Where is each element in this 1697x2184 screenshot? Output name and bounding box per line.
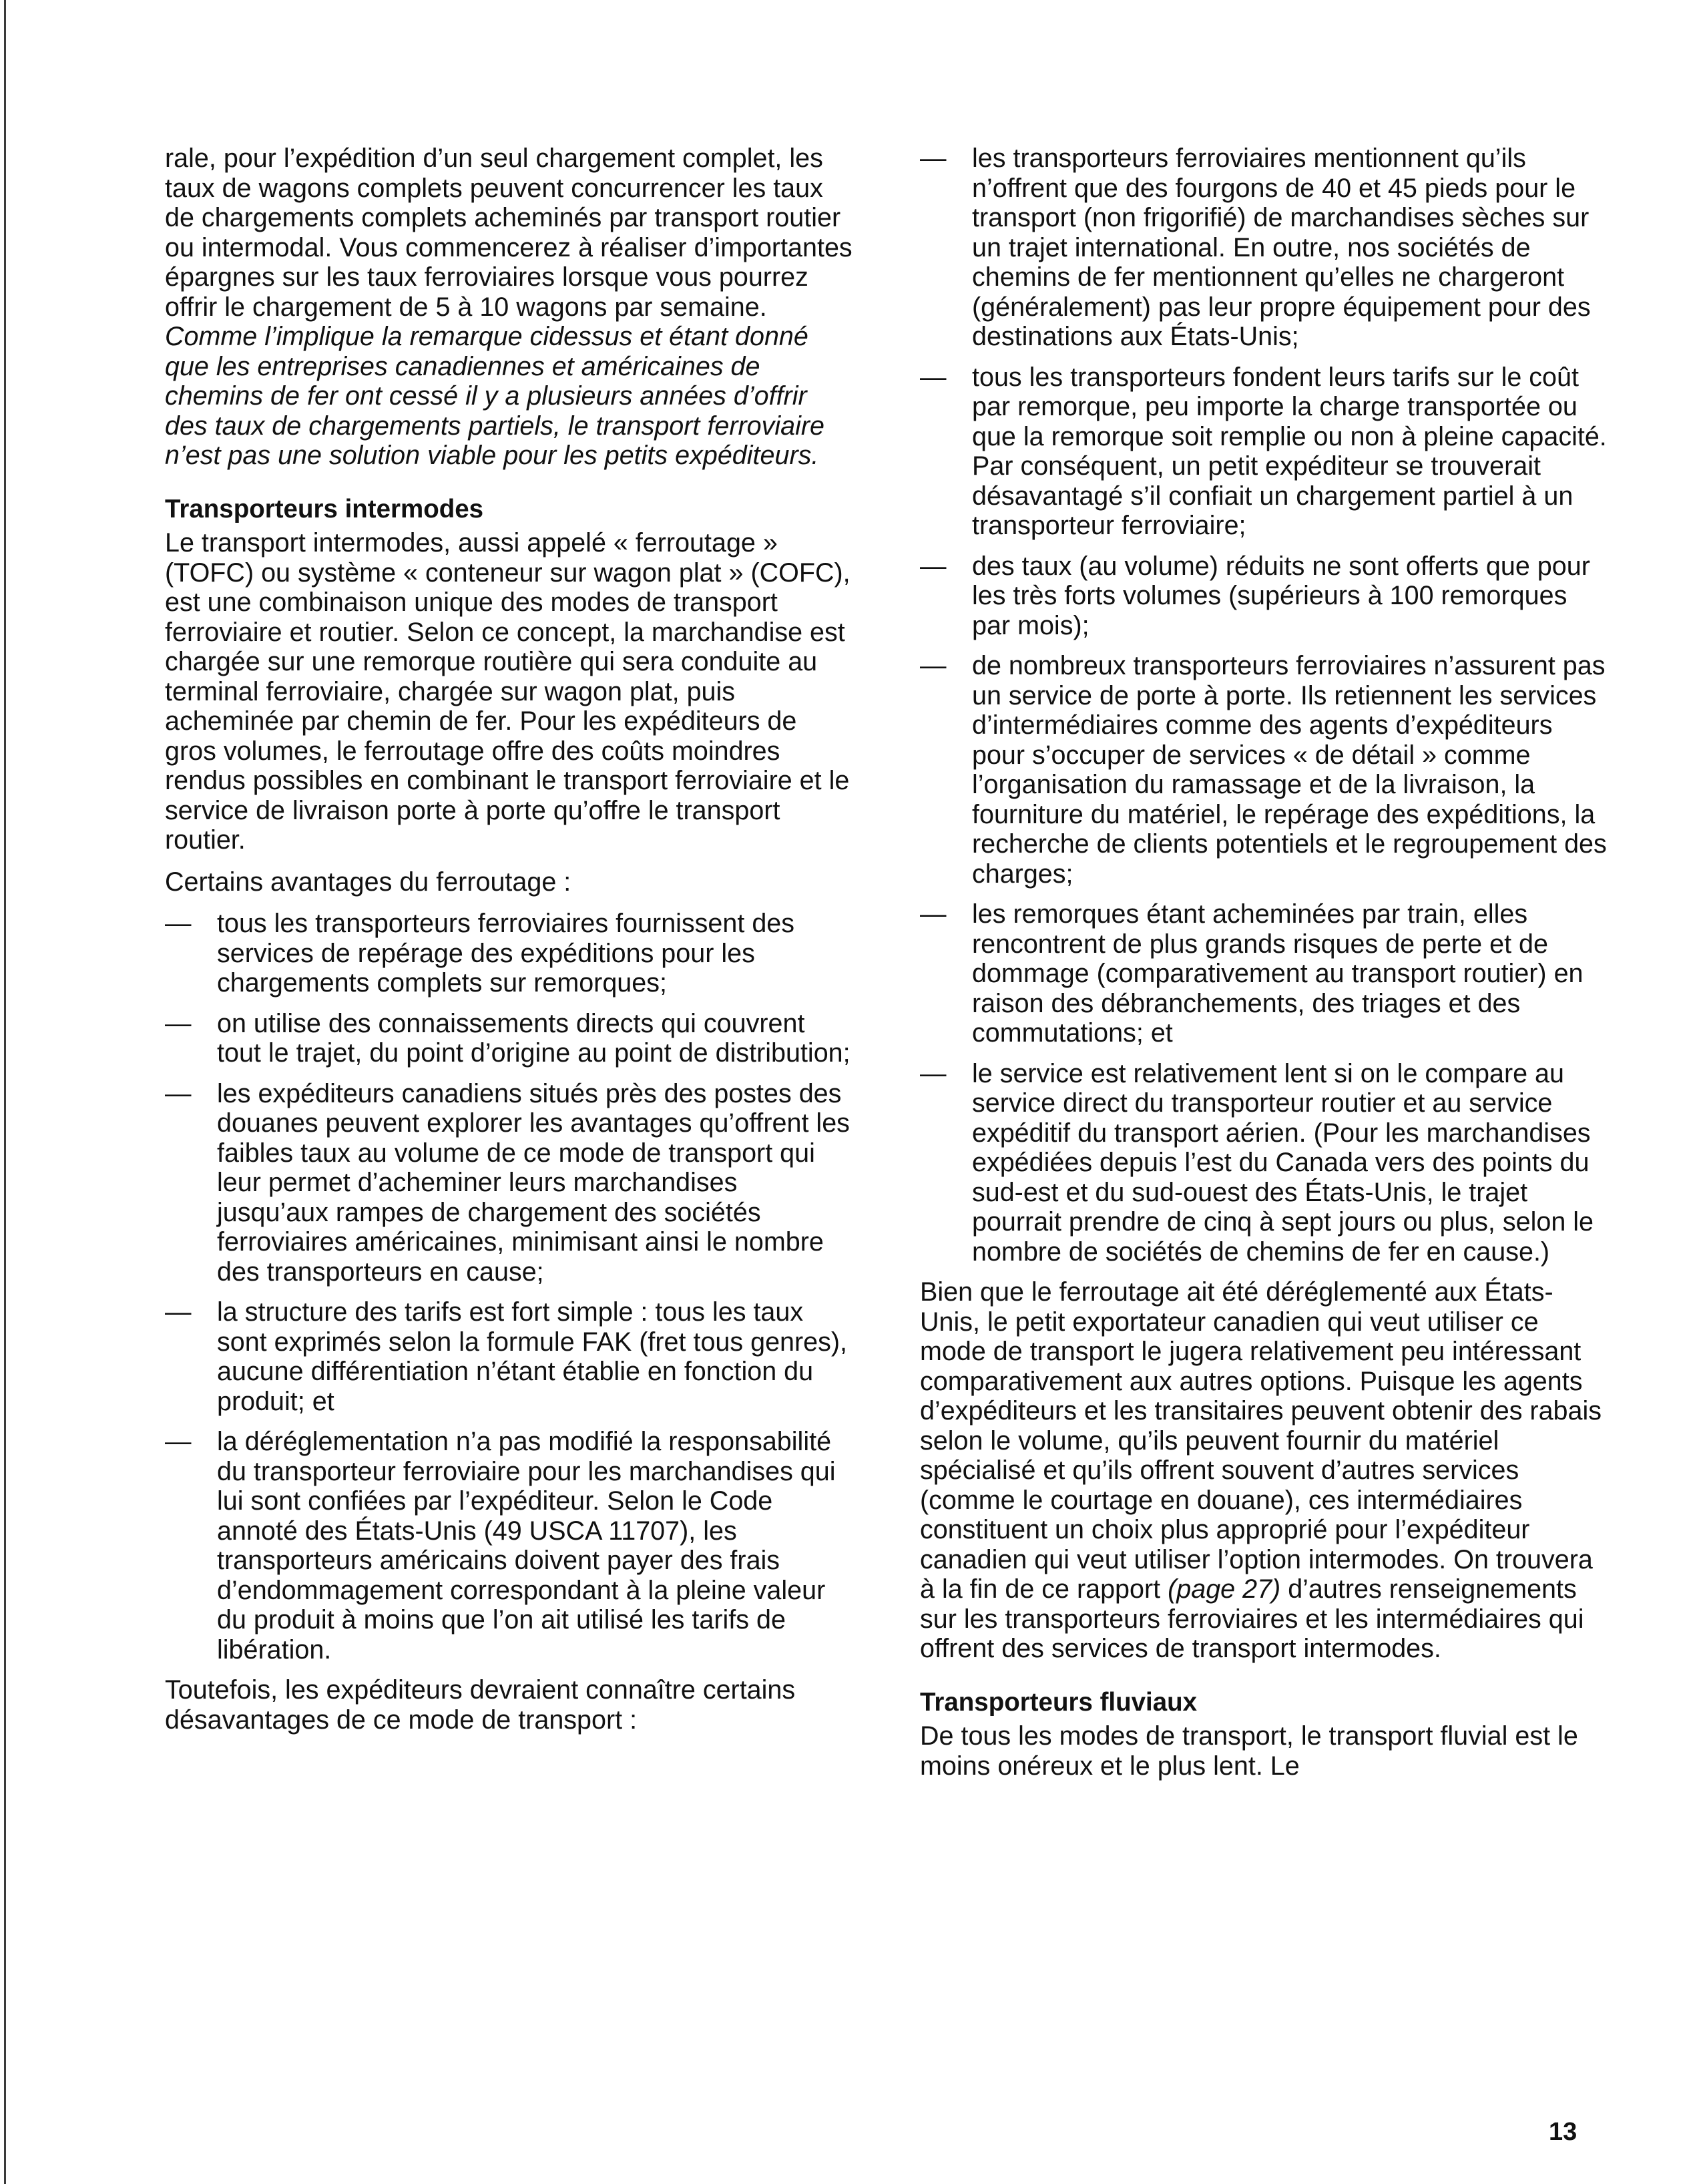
paragraph-rail-rates <box>165 144 853 471</box>
right-column <box>920 144 1608 1793</box>
paragraph-rail-rates-italic: Comme l’implique la remarque cidessus et étant donné que les entreprises canadiennes et américaines de chemins de fer ont cessé il y a plusieurs années d’offrir des taux de chargements partiels, le transport ferroviaire n’est pas une solution viable pour les petits expéditeurs. <box>165 322 824 470</box>
heading-river-carriers: Transporteurs fluviaux <box>920 1687 1198 1717</box>
disadvantages-list <box>920 144 1608 1267</box>
paragraph-river-intro: De tous les modes de transport, le transport fluvial est le moins onéreux et le plus lent. Le <box>920 1721 1578 1781</box>
paragraph-disadvantages-intro: Toutefois, les expéditeurs devraient connaître certains désavantages de ce mode de transport : <box>165 1675 796 1735</box>
paragraph-rail-rates-text: rale, pour l’expédition d’un seul chargement complet, les taux de wagons complets peuvent concurrencer les taux de chargements complets acheminés par transport routier ou intermodal. Vous commencerez à réaliser d’importantes épargnes sur les taux ferroviaires lorsque vous pourrez offrir le chargement de 5 à 10 wagons par semaine. <box>165 144 853 322</box>
scan-edge-line <box>4 0 6 2184</box>
page-reference: (page 27) <box>1168 1574 1281 1604</box>
paragraph-deregulation-text: Bien que le ferroutage ait été déréglementé aux États-Unis, le petit exportateur canadien qui veut utiliser ce mode de transport le jugera relativement peu intéressant comparativement aux autres options. Puisque les agents d’expéditeurs et les transitaires peuvent obtenir des rabais selon le volume, qu’ils peuvent fournir du matériel spécialisé et qu’ils offrent souvent d’autres services (comme le courtage en douane), ces intermédiaires constituent un choix plus approprié pour l’expéditeur canadien qui veut utiliser l’option intermodes. On trouvera à la fin de ce rapport <box>920 1277 1602 1604</box>
advantages-list <box>165 909 853 1665</box>
list-item: — des taux (au volume) réduits ne sont offerts que pour les très forts volumes (supérieurs à 100 remorques par mois); <box>920 552 1608 641</box>
list-item: — tous les transporteurs ferroviaires fournissent des services de repérage des expéditions pour les chargements complets sur remorques; <box>165 909 853 998</box>
list-item: — les transporteurs ferroviaires mentionnent qu’ils n’offrent que des fourgons de 40 et 45 pieds pour le transport (non frigorifié) de marchandises sèches sur un trajet international. En outre, nos sociétés de chemins de fer mentionnent qu’elles ne chargeront (généralement) pas leur propre équipement pour des destinations aux États-Unis; <box>920 144 1608 352</box>
paragraph-advantages-intro: Certains avantages du ferroutage : <box>165 867 571 897</box>
list-item: — les remorques étant acheminées par train, elles rencontrent de plus grands risques de perte et de dommage (comparativement au transport routier) en raison des débranchements, des triages et des commutations; et <box>920 899 1608 1048</box>
heading-intermodal-carriers: Transporteurs intermodes <box>165 494 484 523</box>
list-item: — le service est relativement lent si on le compare au service direct du transporteur routier et au service expéditif du transport aérien. (Pour les marchandises expédiées depuis l’est du Canada vers des points du sud-est et du sud-ouest des États-Unis, le trajet pourrait prendre de cinq à sept jours ou plus, selon le nombre de sociétés de chemins de fer en cause.) <box>920 1059 1608 1267</box>
paragraph-deregulation-end: d’autres renseignements sur les transporteurs ferroviaires et les intermédiaires qui offrent des services de transport intermodes. <box>920 1574 1584 1663</box>
paragraph-intermodal-intro: Le transport intermodes, aussi appelé « ferroutage » (TOFC) ou système « conteneur sur wagon plat » (COFC), est une combinaison unique des modes de transport ferroviaire et routier. Selon ce concept, la marchandise est chargée sur une remorque routière qui sera conduite au terminal ferroviaire, chargée sur wagon plat, puis acheminée par chemin de fer. Pour les expéditeurs de gros volumes, le ferroutage offre des coûts moindres rendus possibles en combinant le transport ferroviaire et le service de livraison porte à porte qu’offre le transport routier. <box>165 528 851 855</box>
list-item: — on utilise des connaissements directs qui couvrent tout le trajet, du point d’origine au point de distribution; <box>165 1009 853 1068</box>
page-number: 13 <box>1549 2118 1578 2146</box>
paragraph-deregulation <box>920 1277 1608 1664</box>
list-item: — la déréglementation n’a pas modifié la responsabilité du transporteur ferroviaire pour les marchandises qui lui sont confiées par l’expéditeur. Selon le Code annoté des États-Unis (49 USCA 11707), les transporteurs américains doivent payer des frais d’endommagement correspondant à la pleine valeur du produit à moins que l’on ait utilisé les tarifs de libération. <box>165 1427 853 1665</box>
list-item: — de nombreux transporteurs ferroviaires n’assurent pas un service de porte à porte. Ils retiennent les services d’intermédiaires comme des agents d’expéditeurs pour s’occuper de services « de détail » comme l’organisation du ramassage et de la livraison, la fourniture du matériel, le repérage des expéditions, la recherche de clients potentiels et le regroupement des charges; <box>920 651 1608 889</box>
list-item: — les expéditeurs canadiens situés près des postes des douanes peuvent explorer les avantages qu’offrent les faibles taux au volume de ce mode de transport qui leur permet d’acheminer leurs marchandises jusqu’aux rampes de chargement des sociétés ferroviaires américaines, minimisant ainsi le nombre des transporteurs en cause; <box>165 1079 853 1287</box>
list-item: — la structure des tarifs est fort simple : tous les taux sont exprimés selon la formule FAK (fret tous genres), aucune différentiation n’étant établie en fonction du produit; et <box>165 1297 853 1416</box>
left-column <box>165 144 853 1747</box>
list-item: — tous les transporteurs fondent leurs tarifs sur le coût par remorque, peu importe la charge transportée ou que la remorque soit remplie ou non à pleine capacité. Par conséquent, un petit expéditeur se trouverait désavantagé s’il confiait un chargement partiel à un transporteur ferroviaire; <box>920 363 1608 541</box>
